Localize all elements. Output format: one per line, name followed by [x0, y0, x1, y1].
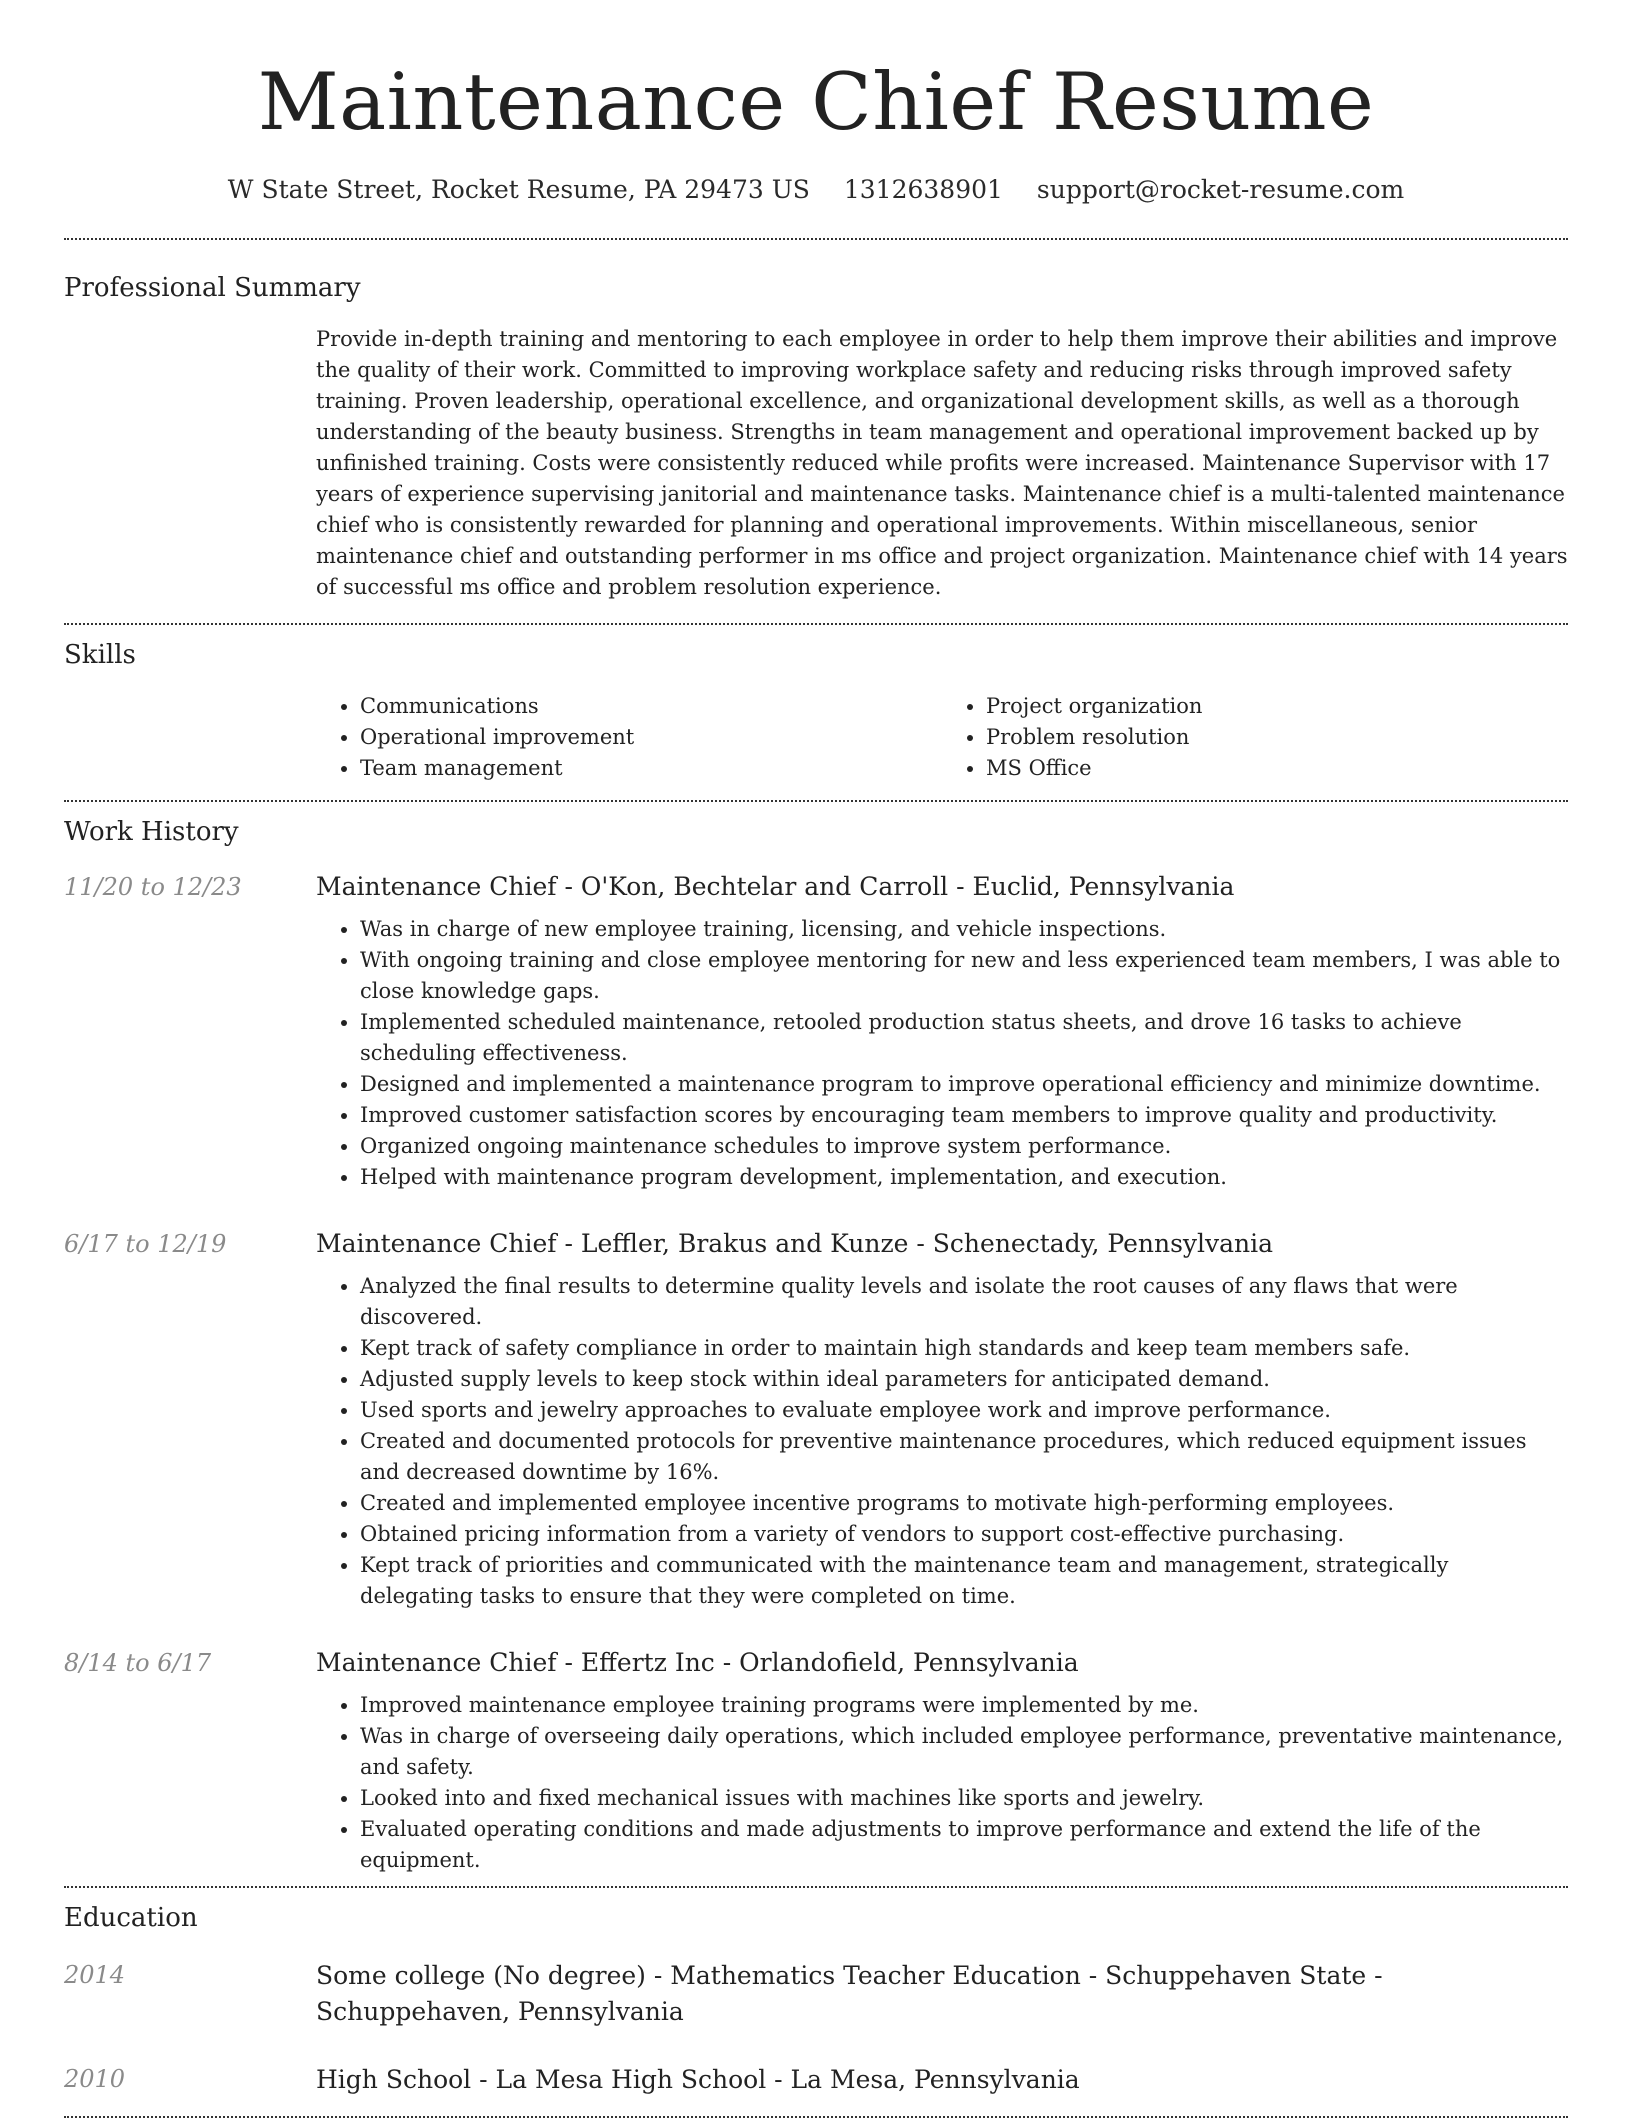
education-year: 2014: [64, 1961, 126, 1989]
job-dates: 6/17 to 12/19: [64, 1230, 227, 1258]
job-dates: 8/14 to 6/17: [64, 1649, 212, 1677]
work-history-section: [64, 802, 1568, 1886]
job-entry: [64, 1646, 1568, 1876]
skills-list-left: [316, 691, 942, 784]
duty-item: • Was in charge of new employee training, licensing, and vehicle inspections.: [360, 914, 1568, 945]
job-title: Maintenance Chief - Effertz Inc - Orlandofield, Pennsylvania: [316, 1648, 1079, 1677]
job-duties: [316, 1271, 1568, 1612]
summary-heading: Professional Summary: [64, 273, 361, 303]
job-duties: [316, 1690, 1568, 1876]
duty-item: • Created and documented protocols for preventive maintenance procedures, which reduced equipment issues and decreased downtime by 16%.: [360, 1426, 1568, 1488]
job-title: Maintenance Chief - O'Kon, Bechtelar and Carroll - Euclid, Pennsylvania: [316, 872, 1235, 901]
duty-item: • Evaluated operating conditions and made adjustments to improve performance and extend the life of the equipment.: [360, 1814, 1568, 1876]
education-title: Some college (No degree) - Mathematics Teacher Education - Schuppehaven State - Schuppehaven, Pennsylvania: [316, 1961, 1383, 2026]
education-title: High School - La Mesa High School - La Mesa, Pennsylvania: [316, 2065, 1080, 2094]
skill-item: • Operational improvement: [360, 722, 942, 753]
duty-item: • Improved customer satisfaction scores by encouraging team members to improve quality and productivity.: [360, 1100, 1568, 1131]
duty-item: • Improved maintenance employee training programs were implemented by me.: [360, 1690, 1568, 1721]
education-section: [64, 1888, 1568, 2116]
skills-section: [64, 625, 1568, 800]
skill-item: • Project organization: [986, 691, 1568, 722]
skill-item: • MS Office: [986, 753, 1568, 784]
summary-section: [64, 240, 1568, 623]
duty-item: • Used sports and jewelry approaches to evaluate employee work and improve performance.: [360, 1395, 1568, 1426]
duty-item: • Was in charge of overseeing daily operations, which included employee performance, preventative maintenance, and safety.: [360, 1721, 1568, 1783]
skills-spacer: [64, 691, 316, 784]
duty-item: • Created and implemented employee incentive programs to motivate high-performing employees.: [360, 1488, 1568, 1519]
duty-item: • Organized ongoing maintenance schedules to improve system performance.: [360, 1131, 1568, 1162]
duty-item: • With ongoing training and close employee mentoring for new and less experienced team members, I was able to close knowledge gaps.: [360, 945, 1568, 1007]
education-year: 2010: [64, 2065, 126, 2093]
resume-title: Maintenance Chief Resume: [257, 56, 1375, 148]
duty-item: • Adjusted supply levels to keep stock within ideal parameters for anticipated demand.: [360, 1364, 1568, 1395]
duty-item: • Looked into and fixed mechanical issues with machines like sports and jewelry.: [360, 1783, 1568, 1814]
contact-email: support@rocket-resume.com: [1036, 175, 1405, 204]
duty-item: • Obtained pricing information from a variety of vendors to support cost-effective purchasing.: [360, 1519, 1568, 1550]
contact-address: W State Street, Rocket Resume, PA 29473 US: [227, 175, 810, 204]
duty-item: • Kept track of priorities and communicated with the maintenance team and management, strategically delegating tasks to ensure that they were completed on time.: [360, 1550, 1568, 1612]
duty-item: • Analyzed the final results to determine quality levels and isolate the root causes of any flaws that were discovered.: [360, 1271, 1568, 1333]
education-entry: [64, 2062, 1568, 2098]
duty-item: • Implemented scheduled maintenance, retooled production status sheets, and drove 16 tasks to achieve scheduling effectiveness.: [360, 1007, 1568, 1069]
duty-item: • Kept track of safety compliance in order to maintain high standards and keep team members safe.: [360, 1333, 1568, 1364]
job-dates: 11/20 to 12/23: [64, 873, 242, 901]
skill-item: • Communications: [360, 691, 942, 722]
skills-list-right: [942, 691, 1568, 784]
summary-spacer: [64, 324, 316, 603]
education-heading: Education: [64, 1903, 198, 1933]
summary-text: Provide in-depth training and mentoring to each employee in order to help them improve their abilities and improve the quality of their work. Committed to improving workplace safety and reducing risks through improved safety training. Proven leadership, operational excellence, and organizational development skills, as well as a thorough understanding of the beauty business. Strengths in team management and operational improvement backed up by unfinished training. Costs were consistently reduced while profits were increased. Maintenance Supervisor with 17 years of experience supervising janitorial and maintenance tasks. Maintenance chief is a multi-talented maintenance chief who is consistently rewarded for planning and operational improvements. Within miscellaneous, senior maintenance chief and outstanding performer in ms office and project organization. Maintenance chief with 14 years of successful ms office and problem resolution experience.: [316, 327, 1568, 599]
contact-line: [64, 172, 1568, 208]
skill-item: • Problem resolution: [986, 722, 1568, 753]
skill-item: • Team management: [360, 753, 942, 784]
skills-heading: Skills: [64, 640, 136, 670]
work-history-heading: Work History: [64, 817, 239, 847]
duty-item: • Helped with maintenance program development, implementation, and execution.: [360, 1162, 1568, 1193]
job-duties: [316, 914, 1568, 1193]
duty-item: • Designed and implemented a maintenance program to improve operational efficiency and minimize downtime.: [360, 1069, 1568, 1100]
job-entry: [64, 870, 1568, 1193]
job-entry: [64, 1227, 1568, 1612]
contact-phone: 1312638901: [843, 175, 1003, 204]
job-title: Maintenance Chief - Leffler, Brakus and Kunze - Schenectady, Pennsylvania: [316, 1229, 1274, 1258]
education-entry: [64, 1958, 1568, 2030]
